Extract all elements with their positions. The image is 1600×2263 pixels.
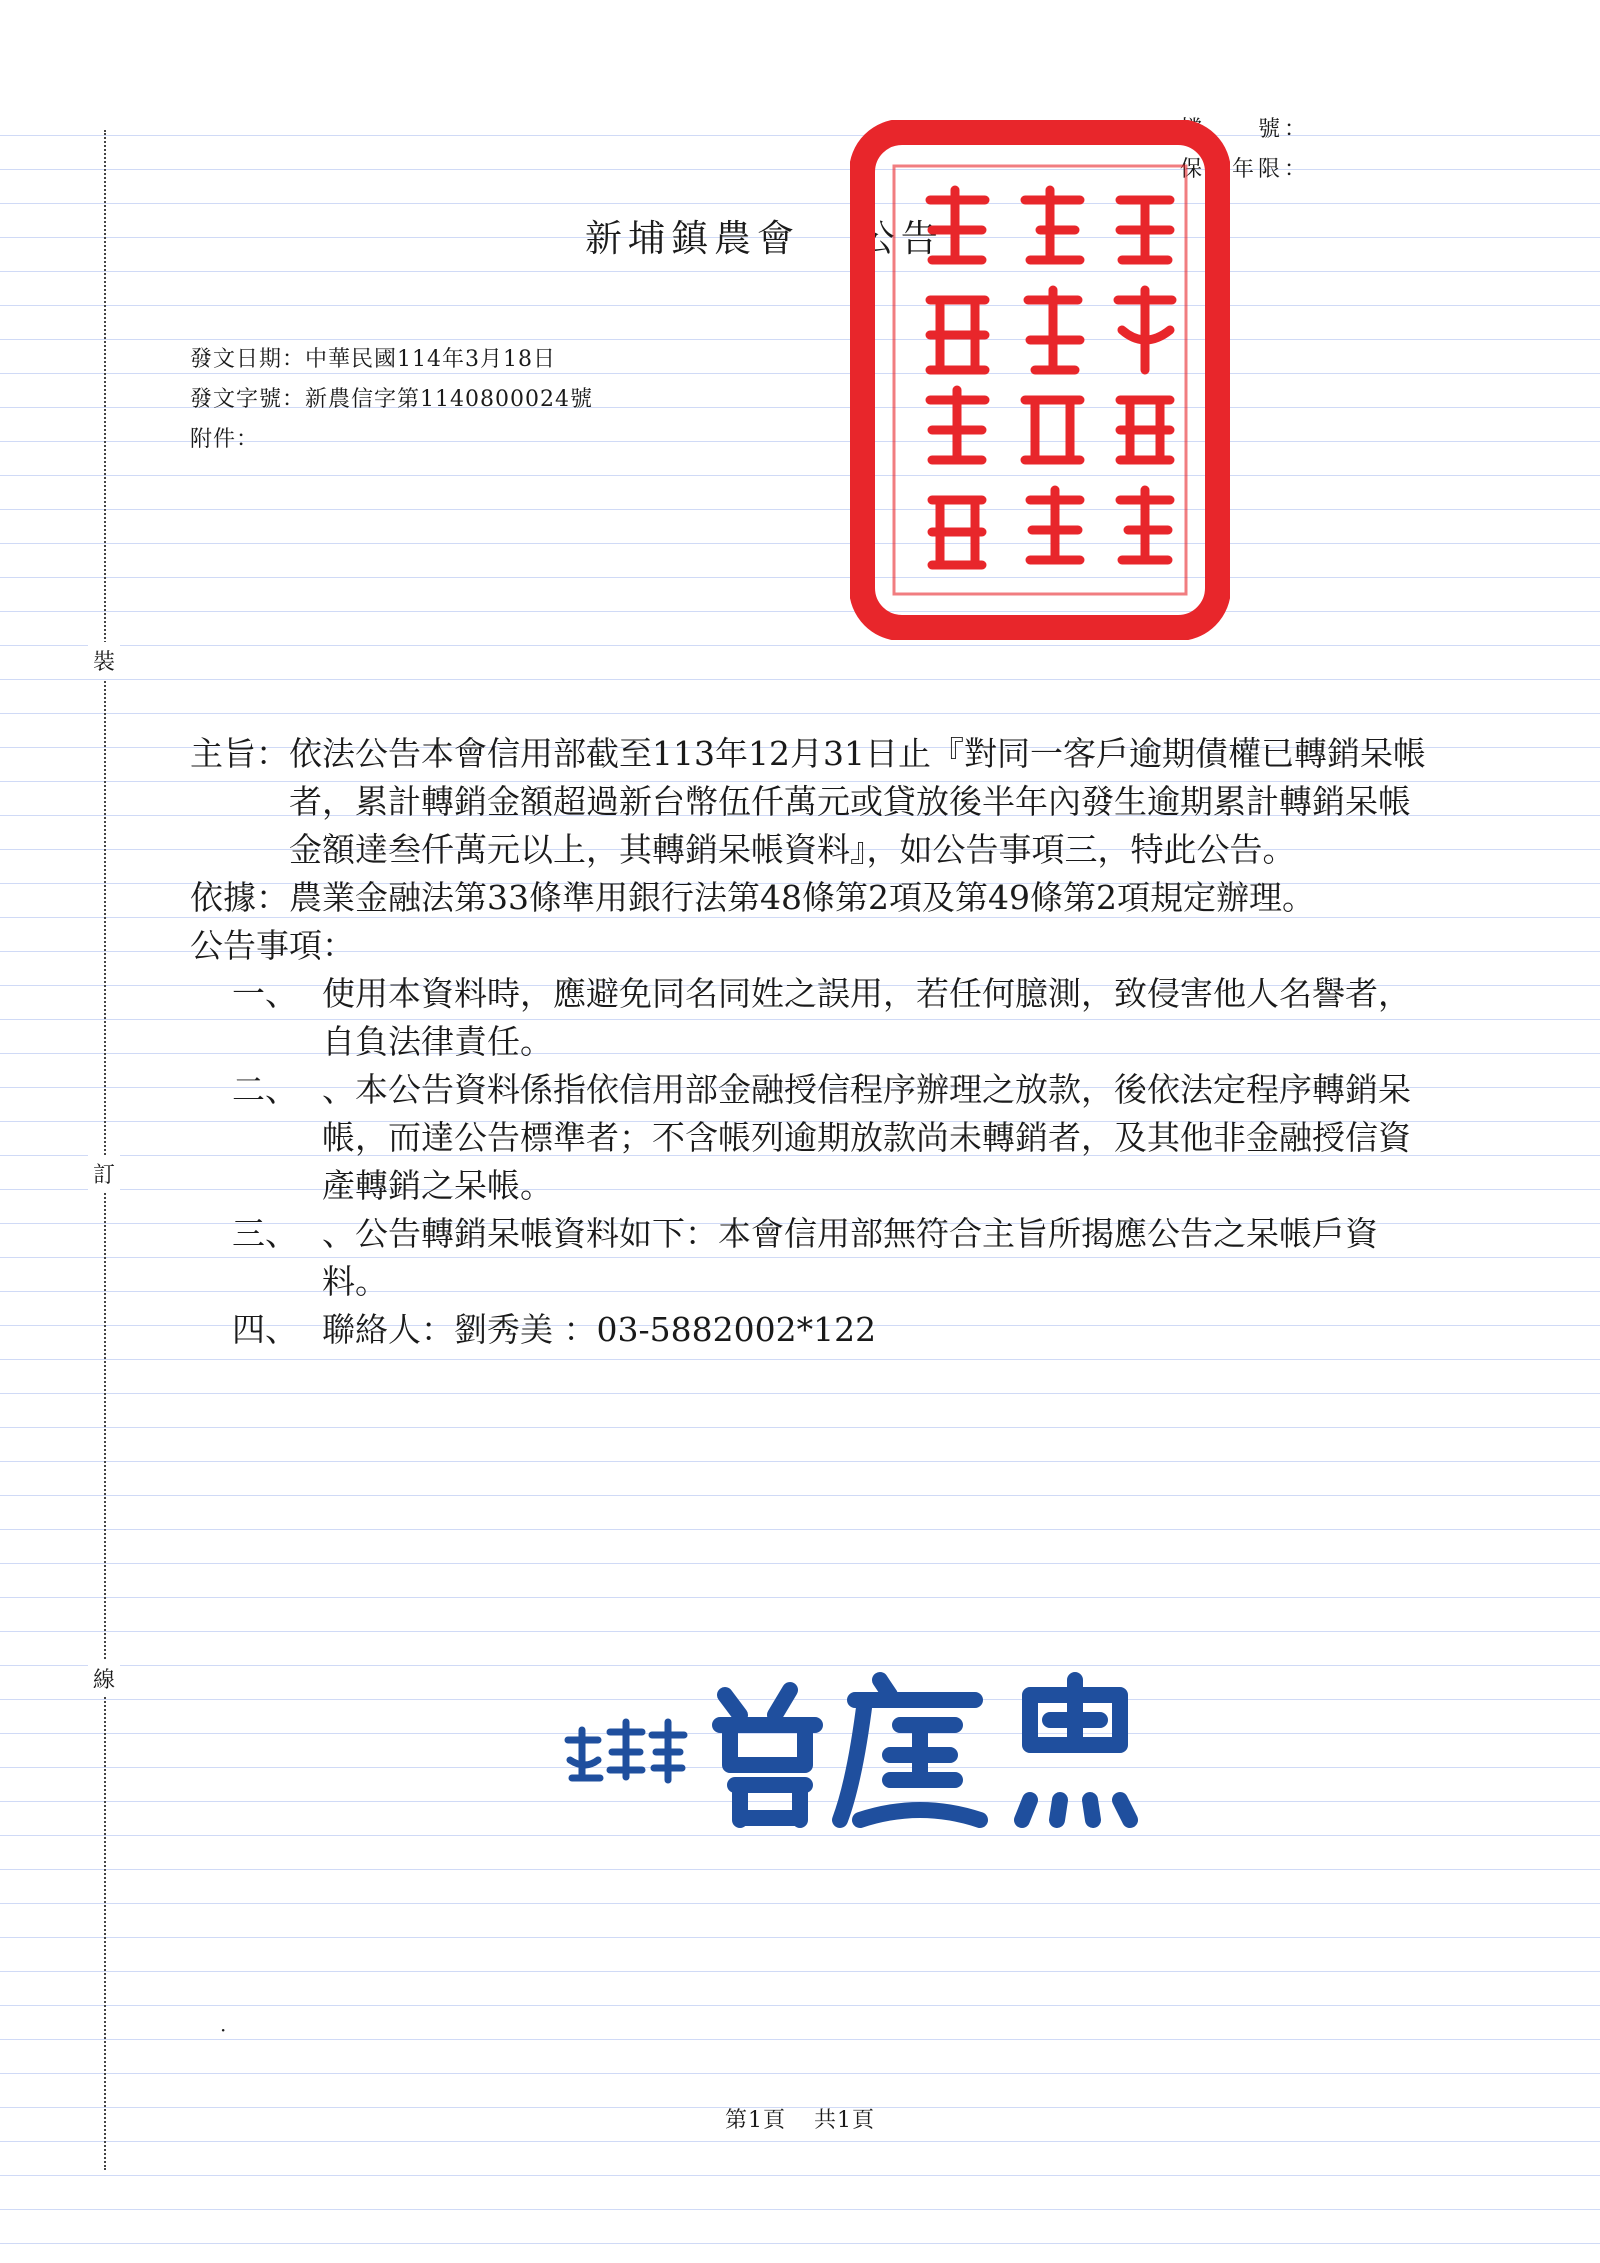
page-total: 共1頁 <box>814 2108 875 2133</box>
item-text: 聯絡人：劉秀美 ：03-5882002*122 <box>322 1310 877 1349</box>
reference-row <box>190 380 593 420</box>
binding-line <box>104 130 106 2170</box>
subject-label: 主旨： <box>190 734 289 773</box>
top-margin <box>0 0 1600 120</box>
item-number: 三、 <box>232 1214 298 1253</box>
issue-date-label: 發文日期： <box>190 347 306 372</box>
list-item <box>190 1210 1430 1306</box>
signature-stamp <box>560 1660 1180 1830</box>
document-body <box>190 730 1430 1354</box>
reference-label: 發文字號： <box>190 387 306 412</box>
binding-char-top: 裝 <box>88 642 120 679</box>
organization-name: 新埔鎮農會 <box>585 217 800 260</box>
document-type: 公告 <box>857 217 944 260</box>
subject-text: 依法公告本會信用部截至113年12月31日止『對同一客戶逾期債權已轉銷呆帳者，累計轉銷金額超過新台幣伍仟萬元或貸放後半年內發生逾期累計轉銷呆帳金額達叁仟萬元以上，其轉銷呆帳資料』，如公告事項三，特此公告。 <box>289 734 1426 869</box>
file-number-label: 檔 號： <box>1180 117 1311 142</box>
attachment-label: 附件： <box>190 427 260 452</box>
subject-paragraph <box>190 730 1430 874</box>
attachment-row <box>190 420 593 460</box>
item-text: 使用本資料時，應避免同名同姓之誤用，若任何臆測，致侵害他人名譽者，自負法律責任。 <box>322 974 1411 1061</box>
basis-paragraph <box>190 874 1430 922</box>
list-item <box>190 970 1430 1066</box>
basis-text: 農業金融法第33條準用銀行法第48條第2項及第49條第2項規定辦理。 <box>289 878 1315 917</box>
issue-date-row <box>190 340 593 380</box>
item-number: 二、 <box>232 1070 298 1109</box>
reference-value: 新農信字第1140800024號 <box>305 387 593 412</box>
item-number: 四、 <box>232 1310 298 1349</box>
page-number: 第1頁 <box>725 2108 786 2133</box>
list-item <box>190 1066 1430 1210</box>
list-item <box>190 1306 1430 1354</box>
official-seal <box>850 120 1230 640</box>
binding-char-bottom: 線 <box>88 1660 120 1697</box>
announcement-items-header: 公告事項： <box>190 926 355 965</box>
retention-label: 保存年限： <box>1180 157 1311 182</box>
item-text: 、本公告資料係指依信用部金融授信程序辦理之放款，後依法定程序轉銷呆帳，而達公告標準者；不含帳列逾期放款尚未轉銷者，及其他非金融授信資產轉銷之呆帳。 <box>322 1070 1411 1205</box>
item-text: 、公告轉銷呆帳資料如下：本會信用部無符合主旨所揭應公告之呆帳戶資料。 <box>322 1214 1378 1301</box>
binding-char-middle: 訂 <box>88 1155 120 1192</box>
footer-mark: · <box>220 2018 227 2042</box>
document-meta <box>190 340 593 460</box>
basis-label: 依據： <box>190 878 289 917</box>
item-number: 一、 <box>232 974 298 1013</box>
issue-date-value: 中華民國114年3月18日 <box>305 347 556 372</box>
page-footer <box>0 2103 1600 2134</box>
